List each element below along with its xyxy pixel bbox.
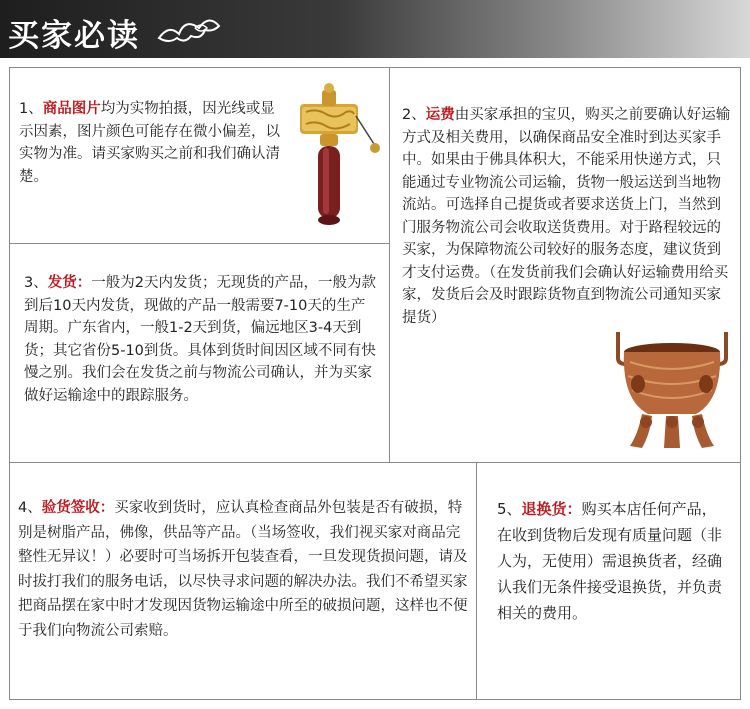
section-4-text: 4、验货签收：买家收到货时，应认真检查商品外包装是否有破损，特别是树脂产品，佛像，供品等产品。（当场签收，我们视买家对商品完整性无异议！）必要时可当场拆开包装查看，一旦发现货损问题，请及时拔打我们的服务电话，以尽快寻求问题的解决办法。我们不希望买家把商品摆在家中时才发现因货物运输途中所至的破损问题，这样也不便于我们向物流公司索赔。 xyxy=(18,500,468,639)
incense-burner-image xyxy=(608,318,736,458)
divider-horizontal-2 xyxy=(10,462,740,463)
section-3-text: 3、发货：一般为2天内发货；无现货的产品，一般为款到后10天内发货，现做的产品一般需要7-10天的生产周期。广东省内，一般1-2天到货，偏远地区3-4天到货；其它省份5-10到货。具体到货时间因区域不同有快慢之别。我们会在发货之前与物流公司确认，并为买家做好运输途中的跟踪服务。 xyxy=(24,275,376,404)
divider-vertical-top xyxy=(389,68,390,463)
page-title: 买家必读 xyxy=(8,18,140,54)
section-2-text: 2、运费由买家承担的宝贝，购买之前要确认好运输方式及相关费用，以确保商品安全准时到达买家手中。如果由于佛具体积大，不能采用快递方式，只能通过专业物流公司运输，货物一般运送到当地物流站。可选择自己提货或者要求送货上门，当然到门服务物流公司会收取送货费用。对于路程较远的买家，为保障物流公司较好的服务态度，建议货到才支付运费。（在发货前我们会确认好运输费用给买家，发货后会及时跟踪货物直到物流公司通知买家提货） xyxy=(402,107,731,326)
divider-horizontal-1 xyxy=(10,243,390,244)
section-5-text: 5、退换货：购买本店任何产品，在收到货物后发现有质量问题（非人为，无使用）需退换货者，经确认我们无条件接受退换货，并负责相关的费用。 xyxy=(497,500,723,622)
divider-vertical-bottom xyxy=(476,463,477,699)
header-banner xyxy=(0,0,750,58)
prayer-wheel-image xyxy=(290,80,385,230)
cloud-ornament-icon xyxy=(155,10,225,50)
section-1-text: 1、商品图片均为实物拍摄，因光线或显示因素，图片颜色可能存在微小偏差，以实物为准。请买家购买之前和我们确认清楚。 xyxy=(19,101,280,185)
